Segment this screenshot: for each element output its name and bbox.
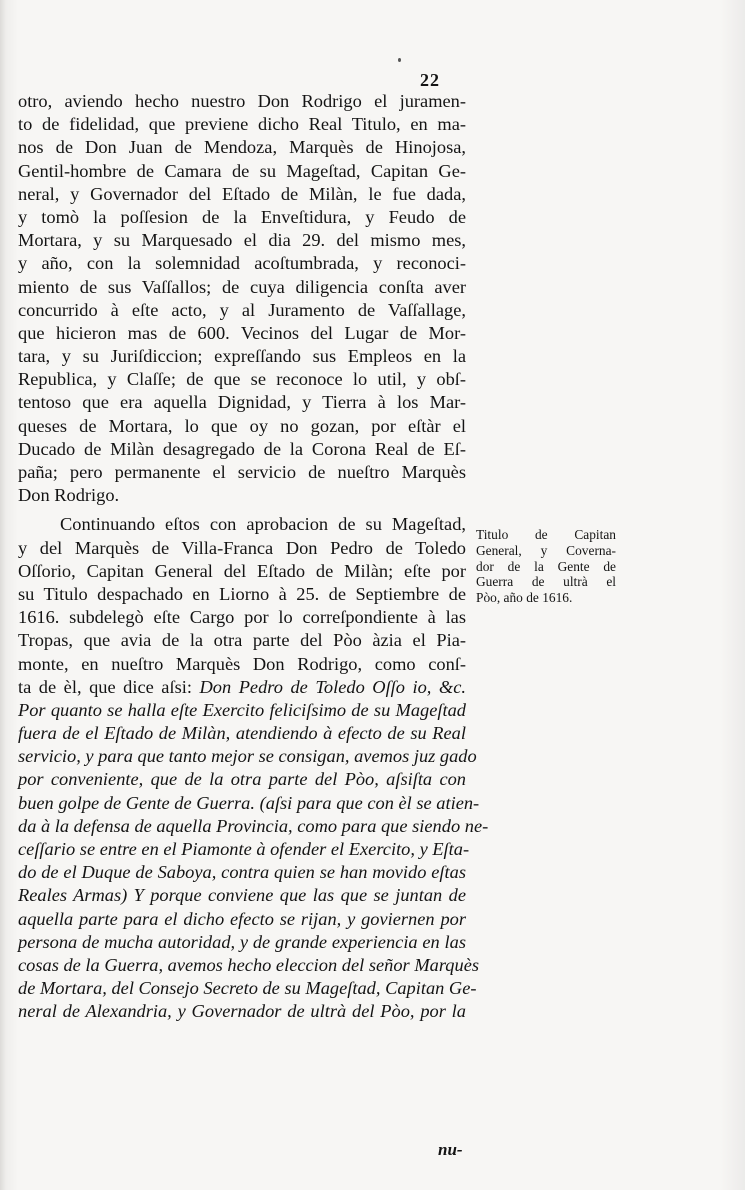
margin-note-line: General, y Coverna- <box>476 542 616 558</box>
quote-line: de Mortara, del Consejo Secreto de su Mageſtad, Capitan Ge- <box>18 978 477 999</box>
margin-note-line: Pòo, año de 1616. <box>476 590 573 606</box>
ink-speck <box>398 58 401 62</box>
quote-line: persona de mucha autoridad, y de grande experiencia en las <box>18 931 466 952</box>
quote-line: da à la defensa de aquella Provincia, como para que siendo ne- <box>18 815 489 836</box>
quote-line: aquella parte para el dicho efecto se rijan, y goviernen por <box>18 908 466 929</box>
text-line: Tropas, que avia de la otra parte del Pòo àzia el Pia- <box>18 630 466 651</box>
text-line: Ducado de Milàn desagregado de la Corona Real de Eſ- <box>18 438 466 459</box>
main-text-column <box>18 90 489 1024</box>
text-line: Continuando eſtos con aprobacion de su Mageſtad, <box>60 514 466 535</box>
text-line: Oſſorio, Capitan General del Eſtado de Milàn; eſte por <box>18 560 466 581</box>
text-line: tentoso que era aquella Dignidad, y Tierra à los Mar- <box>18 392 466 413</box>
margin-note-line: dor de la Gente de <box>476 558 616 574</box>
text-line: su Titulo despachado en Liorno à 25. de Septiembre de <box>18 583 466 604</box>
text-line: 1616. subdelegò eſte Cargo por lo correſpondiente à las <box>18 607 466 628</box>
quote-line: servicio, y para que tanto mejor se consigan, avemos juz gado <box>18 746 477 767</box>
text-line: y tomò la poſſesion de la Enveſtidura, y Feudo de <box>18 206 466 227</box>
quote-line: por conveniente, que de la otra parte del Pòo, aſsiſta con <box>18 769 466 790</box>
quote-line: fuera de el Eſtado de Milàn, atendiendo à efecto de su Real <box>18 723 466 744</box>
text-line <box>18 676 466 699</box>
text-line: Gentil-hombre de Camara de su Mageſtad, Capitan Ge- <box>18 160 466 181</box>
text-line: miento de sus Vaſſallos; de cuya diligencia conſta aver <box>18 276 466 297</box>
quote-lead: Don Pedro de Toledo Oſſo io, &c. <box>199 676 466 697</box>
text-line: paña; pero permanente el servicio de nueſtro Marquès <box>18 462 466 482</box>
text-line: queses de Mortara, lo que oy no gozan, por eſtàr el <box>18 415 466 436</box>
text-line: que hicieron mas de 600. Vecinos del Lugar de Mor- <box>18 322 466 343</box>
margin-note-line: Titulo de Capitan <box>476 527 616 542</box>
text-line: concurrido à eſte acto, y al Juramento de Vaſſallage, <box>18 299 466 320</box>
quote-line: buen golpe de Gente de Guerra. (aſsi para que con èl se atien- <box>18 792 480 813</box>
quote-line: do de el Duque de Saboya, contra quien se han movido eſtas <box>18 862 466 883</box>
text-line: to de fidelidad, que previene dicho Real Titulo, en ma- <box>18 114 466 135</box>
text-fragment: ta de èl, que dice aſsi: <box>18 676 192 697</box>
text-line: monte, en nueſtro Marquès Don Rodrigo, como conſ- <box>18 653 466 674</box>
margin-note <box>476 527 616 606</box>
text-line: y año, con la solemnidad acoſtumbrada, y reconoci- <box>18 253 466 274</box>
margin-note-line: Guerra de ultrà el <box>476 574 616 590</box>
text-line: Don Rodrigo. <box>18 485 120 506</box>
text-line: otro, aviendo hecho nuestro Don Rodrigo el juramen- <box>18 91 466 111</box>
quote-line: Por quanto se halla eſte Exercito feliciſsimo de su Mageſtad <box>18 699 466 720</box>
text-line: y del Marquès de Villa-Franca Don Pedro de Toledo <box>18 537 466 558</box>
text-line: tara, y su Juriſdiccion; expreſſando sus Empleos en la <box>18 346 466 367</box>
quote-line: Reales Armas) Y porque conviene que las que se juntan de <box>18 885 466 906</box>
text-line: nos de Don Juan de Mendoza, Marquès de Hinojosa, <box>18 137 466 158</box>
text-line: Mortara, y su Marquesado el dia 29. del mismo mes, <box>18 230 466 251</box>
quote-line: cosas de la Guerra, avemos hecho eleccion del señor Marquès <box>18 954 480 975</box>
text-line: Republica, y Claſſe; de que se reconoce lo util, y obſ- <box>18 369 466 390</box>
quote-line: ceſſario se entre en el Piamonte à ofender el Exercito, y Eſta- <box>18 839 470 859</box>
quote-line: neral de Alexandria, y Governador de ultrà del Pòo, por la <box>18 1001 466 1022</box>
catchword: nu- <box>438 1140 463 1159</box>
text-line: neral, y Governador del Eſtado de Milàn, le fue dada, <box>18 183 466 204</box>
page-number: 22 <box>420 70 440 90</box>
